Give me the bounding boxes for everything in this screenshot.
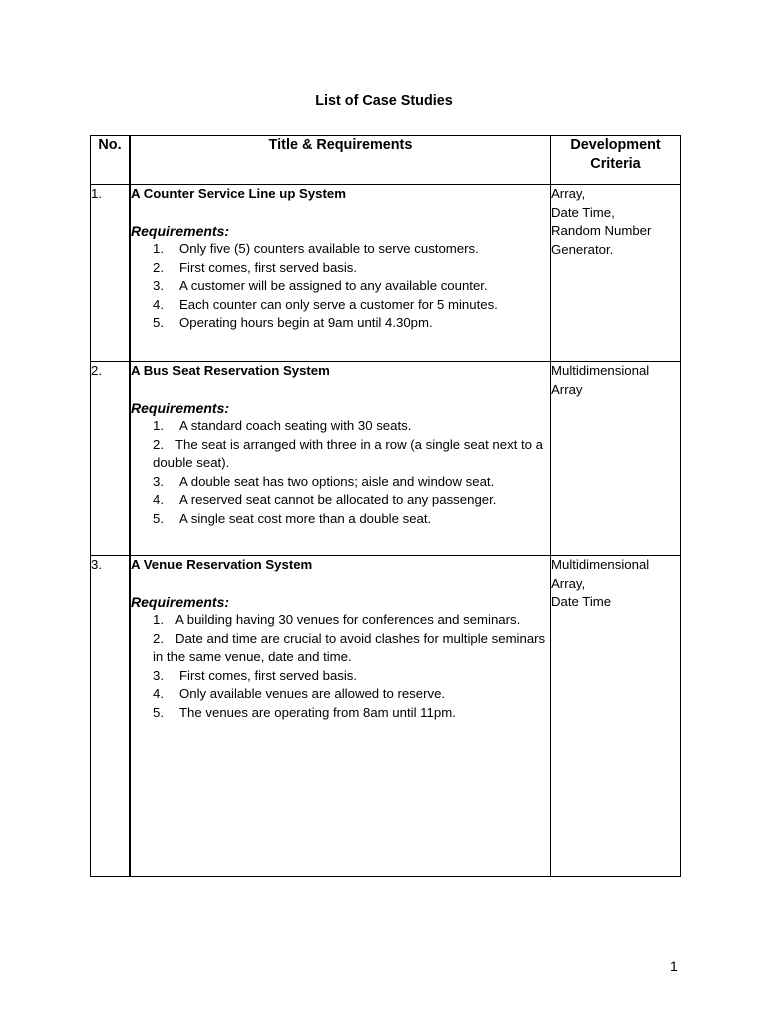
development-criteria <box>551 362 681 556</box>
criteria-item: Generator. <box>551 241 614 257</box>
case-title-cell <box>130 362 551 556</box>
page-title: List of Case Studies <box>315 93 453 109</box>
list-item <box>131 296 550 315</box>
list-item <box>131 240 550 259</box>
criteria-item: Random Number <box>551 223 652 238</box>
list-item <box>131 473 550 492</box>
requirement-text: A standard coach seating with 30 seats. <box>179 418 412 433</box>
header-criteria-line1: Development <box>570 137 661 153</box>
case-title-cell <box>130 185 551 362</box>
requirement-number: 2. <box>153 436 164 452</box>
requirements-list <box>131 240 550 333</box>
requirement-text: A building having 30 venues for conferences and seminars. <box>175 612 521 627</box>
case-number: 2. <box>91 362 131 556</box>
requirement-number: 4. <box>153 296 164 312</box>
list-item <box>131 685 550 704</box>
requirement-text: A single seat cost more than a double seat. <box>179 510 432 526</box>
criteria-item: Multidimensional <box>551 557 650 572</box>
page-number: 1 <box>670 958 678 974</box>
criteria-item: Date Time <box>551 594 612 609</box>
list-item <box>131 314 550 333</box>
requirements-list <box>131 611 550 722</box>
case-number: 3. <box>91 556 131 877</box>
requirement-number: 3. <box>153 278 164 293</box>
requirement-text: Date and time are crucial to avoid clashes for multiple seminars in the same venue, date and time. <box>153 630 546 664</box>
requirement-number: 5. <box>153 704 164 720</box>
list-item <box>131 611 550 630</box>
header-criteria <box>551 136 681 185</box>
list-item <box>131 277 550 296</box>
requirement-text: The venues are operating from 8am until 11pm. <box>179 704 456 720</box>
requirement-number: 4. <box>153 686 164 701</box>
case-title-cell <box>130 556 551 877</box>
requirement-number: 1. <box>153 241 164 256</box>
case-title: A Counter Service Line up System <box>131 186 346 201</box>
criteria-item: Date Time, <box>551 204 615 220</box>
requirement-text: Operating hours begin at 9am until 4.30pm. <box>179 315 433 330</box>
requirement-text: A customer will be assigned to any available counter. <box>179 278 488 293</box>
requirement-text: Each counter can only serve a customer for 5 minutes. <box>179 296 498 312</box>
requirement-number: 5. <box>153 315 164 330</box>
table-row <box>91 556 681 877</box>
case-title: A Venue Reservation System <box>131 557 313 572</box>
case-studies-table <box>90 135 681 877</box>
criteria-item: Array <box>551 381 583 397</box>
list-item <box>131 436 550 473</box>
table-header-row <box>91 136 681 185</box>
header-criteria-line2: Criteria <box>590 155 641 172</box>
requirement-number: 1. <box>153 612 164 627</box>
requirements-label: Requirements: <box>131 593 230 610</box>
list-item <box>131 491 550 510</box>
requirement-text: Only available venues are allowed to reserve. <box>179 686 446 701</box>
table-row <box>91 185 681 362</box>
header-no: No. <box>91 136 131 185</box>
criteria-item: Multidimensional <box>551 363 650 378</box>
requirement-number: 3. <box>153 473 164 489</box>
table-row <box>91 362 681 556</box>
requirement-number: 2. <box>153 259 164 275</box>
requirement-text: First comes, first served basis. <box>179 259 358 275</box>
list-item <box>131 704 550 723</box>
requirement-number: 3. <box>153 667 164 683</box>
development-criteria <box>551 556 681 877</box>
requirement-number: 4. <box>153 492 164 507</box>
case-number: 1. <box>91 185 131 362</box>
development-criteria <box>551 185 681 362</box>
requirement-text: A double seat has two options; aisle and window seat. <box>179 473 495 489</box>
requirement-text: Only five (5) counters available to serve customers. <box>179 241 479 256</box>
criteria-item: Array, <box>551 575 586 591</box>
list-item <box>131 667 550 686</box>
requirements-label: Requirements: <box>131 222 230 239</box>
requirement-number: 5. <box>153 510 164 526</box>
requirement-number: 1. <box>153 418 164 433</box>
requirements-list <box>131 417 550 528</box>
list-item <box>131 510 550 529</box>
list-item <box>131 630 550 667</box>
list-item <box>131 259 550 278</box>
case-title: A Bus Seat Reservation System <box>131 363 330 378</box>
requirements-label: Requirements: <box>131 399 230 416</box>
requirement-number: 2. <box>153 630 164 646</box>
list-item <box>131 417 550 436</box>
requirement-text: First comes, first served basis. <box>179 667 358 683</box>
requirement-text: A reserved seat cannot be allocated to any passenger. <box>179 492 497 507</box>
requirement-text: The seat is arranged with three in a row (a single seat next to a double seat). <box>153 436 543 470</box>
header-title: Title & Requirements <box>130 136 551 185</box>
criteria-item: Array, <box>551 186 586 201</box>
